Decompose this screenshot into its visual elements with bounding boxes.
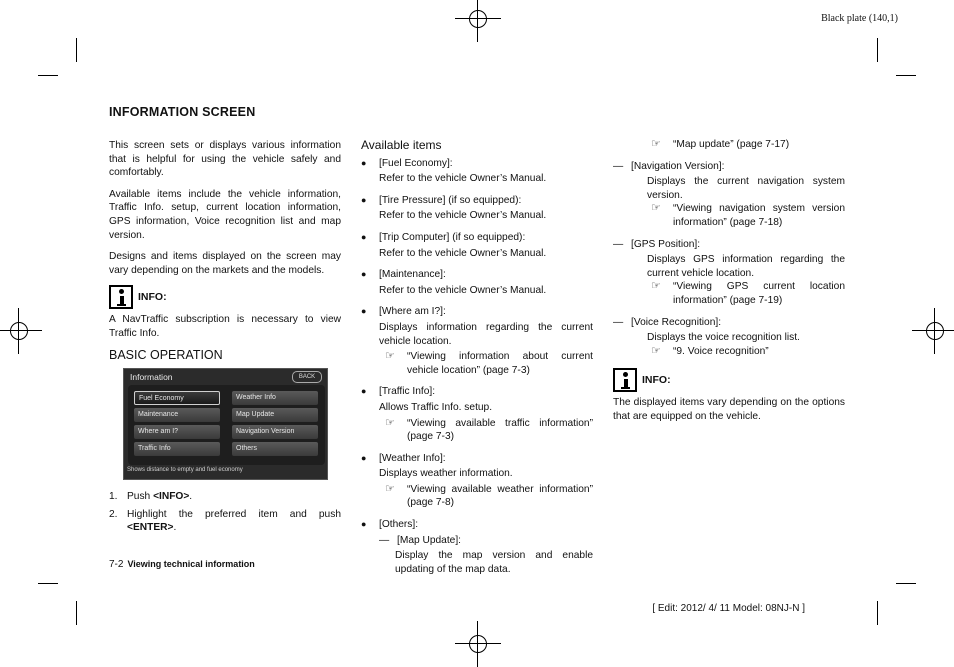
sub-item-label: [GPS Position]:: [631, 238, 701, 250]
info-label: INFO:: [642, 373, 671, 386]
crop-mark: [896, 583, 916, 584]
registration-mark-icon: [465, 6, 491, 32]
list-item: [361, 518, 593, 532]
sub-item-text: Displays the current navigation system version.: [647, 176, 845, 201]
crop-mark: [38, 75, 58, 76]
sub-item-text: Display the map version and enable updating of the map data.: [395, 550, 593, 575]
back-button: BACK: [292, 371, 322, 383]
list-item: [361, 452, 593, 466]
column-1: [109, 139, 341, 539]
item-text: Refer to the vehicle Owner’s Manual.: [379, 173, 547, 185]
bullet-icon: ●: [361, 386, 367, 397]
available-items-heading: Available items: [361, 138, 442, 152]
step-key: <ENTER>: [127, 522, 174, 534]
bullet-icon: ●: [361, 194, 367, 205]
reference-link[interactable]: [361, 350, 593, 377]
step-text: .: [189, 491, 193, 503]
crop-mark: [877, 38, 878, 62]
menu-map-update: Map Update: [232, 408, 318, 422]
dash-icon: —: [379, 534, 390, 546]
sub-item-text: Displays GPS information regarding the current vehicle location.: [647, 254, 845, 279]
bullet-icon: ●: [361, 306, 367, 317]
menu-traffic-info: Traffic Info: [134, 442, 220, 456]
reference-link[interactable]: [613, 138, 845, 152]
reference-link[interactable]: [613, 202, 845, 229]
reference-text: “Viewing available weather information” (page 7-8): [407, 483, 593, 509]
step-number: 1.: [109, 491, 118, 503]
sub-item-text: Displays the voice recognition list.: [647, 332, 800, 344]
plate-label: Black plate (140,1): [821, 13, 898, 24]
item-label: [Where am I?]:: [379, 306, 446, 318]
crop-mark: [76, 601, 77, 625]
edit-info: [ Edit: 2012/ 4/ 11 Model: 08NJ-N ]: [652, 603, 805, 614]
intro-paragraph: This screen sets or displays various information that is helpful for using the vehicle safely and comfortably.: [109, 140, 341, 179]
info-label: INFO:: [138, 290, 167, 303]
reference-text: “Viewing available traffic information” (page 7-3): [407, 417, 593, 443]
info-heading: [613, 368, 845, 392]
bullet-icon: ●: [361, 157, 367, 168]
registration-mark-icon: [6, 318, 32, 344]
sub-item: [613, 160, 845, 174]
item-label: [Maintenance]:: [379, 269, 446, 281]
basic-operation-heading: BASIC OPERATION: [109, 347, 223, 362]
bullet-icon: ●: [361, 269, 367, 280]
item-label: [Trip Computer] (if so equipped):: [379, 231, 526, 243]
reference-text: “Viewing navigation system version information” (page 7-18): [673, 203, 845, 228]
menu-maintenance: Maintenance: [134, 408, 220, 422]
bullet-icon: ●: [361, 519, 367, 530]
page-number: 7-2: [109, 559, 124, 570]
item-text: Refer to the vehicle Owner’s Manual.: [379, 247, 547, 259]
crop-mark: [896, 75, 916, 76]
sub-item: [361, 534, 593, 548]
step-text: Highlight the preferred item and push: [127, 508, 341, 520]
sub-item-label: [Map Update]:: [397, 534, 461, 546]
item-text: Refer to the vehicle Owner’s Manual.: [379, 284, 547, 296]
list-item: [361, 157, 593, 171]
section-title: INFORMATION SCREEN: [109, 105, 256, 119]
list-item: [361, 231, 593, 245]
crop-mark: [877, 601, 878, 625]
column-3: [613, 138, 845, 424]
step-number: 2.: [109, 508, 118, 520]
intro-paragraph: Available items include the vehicle information, Traffic Info. setup, current location information, GPS information, Voice recognition list and map version.: [109, 188, 341, 241]
item-label: [Weather Info]:: [379, 452, 446, 464]
dash-icon: —: [613, 238, 624, 250]
info-icon: [613, 368, 637, 392]
list-item: [361, 385, 593, 399]
reference-icon: ☞: [651, 344, 661, 357]
reference-text: “9. Voice recognition”: [673, 345, 769, 357]
step-key: <INFO>: [153, 491, 190, 503]
bullet-icon: ●: [361, 231, 367, 242]
reference-icon: ☞: [651, 202, 661, 215]
reference-link[interactable]: [361, 483, 593, 510]
item-text: Displays weather information.: [379, 468, 513, 480]
screen-menu-panel: [128, 385, 325, 465]
item-text: Refer to the vehicle Owner’s Manual.: [379, 210, 547, 222]
reference-text: “Map update” (page 7-17): [673, 139, 790, 150]
sub-item: [613, 238, 845, 252]
page-footer: [109, 559, 255, 570]
menu-others: Others: [232, 442, 318, 456]
sub-item-label: [Navigation Version]:: [631, 160, 725, 172]
item-text: Displays information regarding the current vehicle location.: [379, 321, 593, 347]
screen-status-text: Shows distance to empty and fuel economy: [127, 466, 243, 473]
registration-mark-icon: [922, 318, 948, 344]
list-item: [361, 305, 593, 319]
crop-mark: [76, 38, 77, 62]
info-text: The displayed items vary depending on the options that are equipped on the vehicle.: [613, 397, 845, 422]
bullet-icon: ●: [361, 452, 367, 463]
item-label: [Fuel Economy]:: [379, 157, 453, 169]
step-item: [109, 508, 341, 535]
menu-navigation-version: Navigation Version: [232, 425, 318, 439]
column-2: [361, 139, 593, 580]
dash-icon: —: [613, 160, 624, 172]
reference-icon: ☞: [385, 482, 395, 495]
sub-item-label: [Voice Recognition]:: [631, 316, 722, 328]
item-label: [Tire Pressure] (if so equipped):: [379, 194, 522, 206]
intro-paragraph: Designs and items displayed on the screen may vary depending on the markets and the models.: [109, 251, 341, 276]
info-text: A NavTraffic subscription is necessary to view Traffic Info.: [109, 314, 341, 339]
reference-icon: ☞: [651, 138, 661, 150]
item-text: Allows Traffic Info. setup.: [379, 401, 493, 413]
footer-title: Viewing technical information: [127, 559, 255, 569]
info-heading: [109, 285, 341, 309]
menu-fuel-economy: Fuel Economy: [134, 391, 220, 405]
sub-item: [613, 316, 845, 330]
reference-link[interactable]: [361, 417, 593, 444]
reference-text: “Viewing GPS current location information” (page 7-19): [673, 281, 845, 306]
step-text: .: [173, 522, 177, 534]
info-icon: [109, 285, 133, 309]
reference-link[interactable]: [613, 345, 845, 359]
steps-list: [109, 490, 341, 535]
reference-text: “Viewing information about current vehicle location” (page 7-3): [407, 351, 593, 376]
item-label: [Traffic Info]:: [379, 386, 436, 398]
list-item: [361, 194, 593, 208]
crop-mark: [38, 583, 58, 584]
screen-title: Information: [130, 372, 173, 383]
menu-weather-info: Weather Info: [232, 391, 318, 405]
item-label: [Others]:: [379, 519, 419, 531]
information-screen-image: [123, 368, 328, 480]
reference-link[interactable]: [613, 280, 845, 307]
registration-mark-icon: [465, 631, 491, 657]
reference-icon: ☞: [651, 280, 661, 293]
step-item: [109, 490, 341, 504]
reference-icon: ☞: [385, 350, 395, 363]
step-text: Push: [127, 491, 154, 503]
menu-where-am-i: Where am I?: [134, 425, 220, 439]
reference-icon: ☞: [385, 416, 395, 429]
dash-icon: —: [613, 316, 624, 328]
list-item: [361, 268, 593, 282]
